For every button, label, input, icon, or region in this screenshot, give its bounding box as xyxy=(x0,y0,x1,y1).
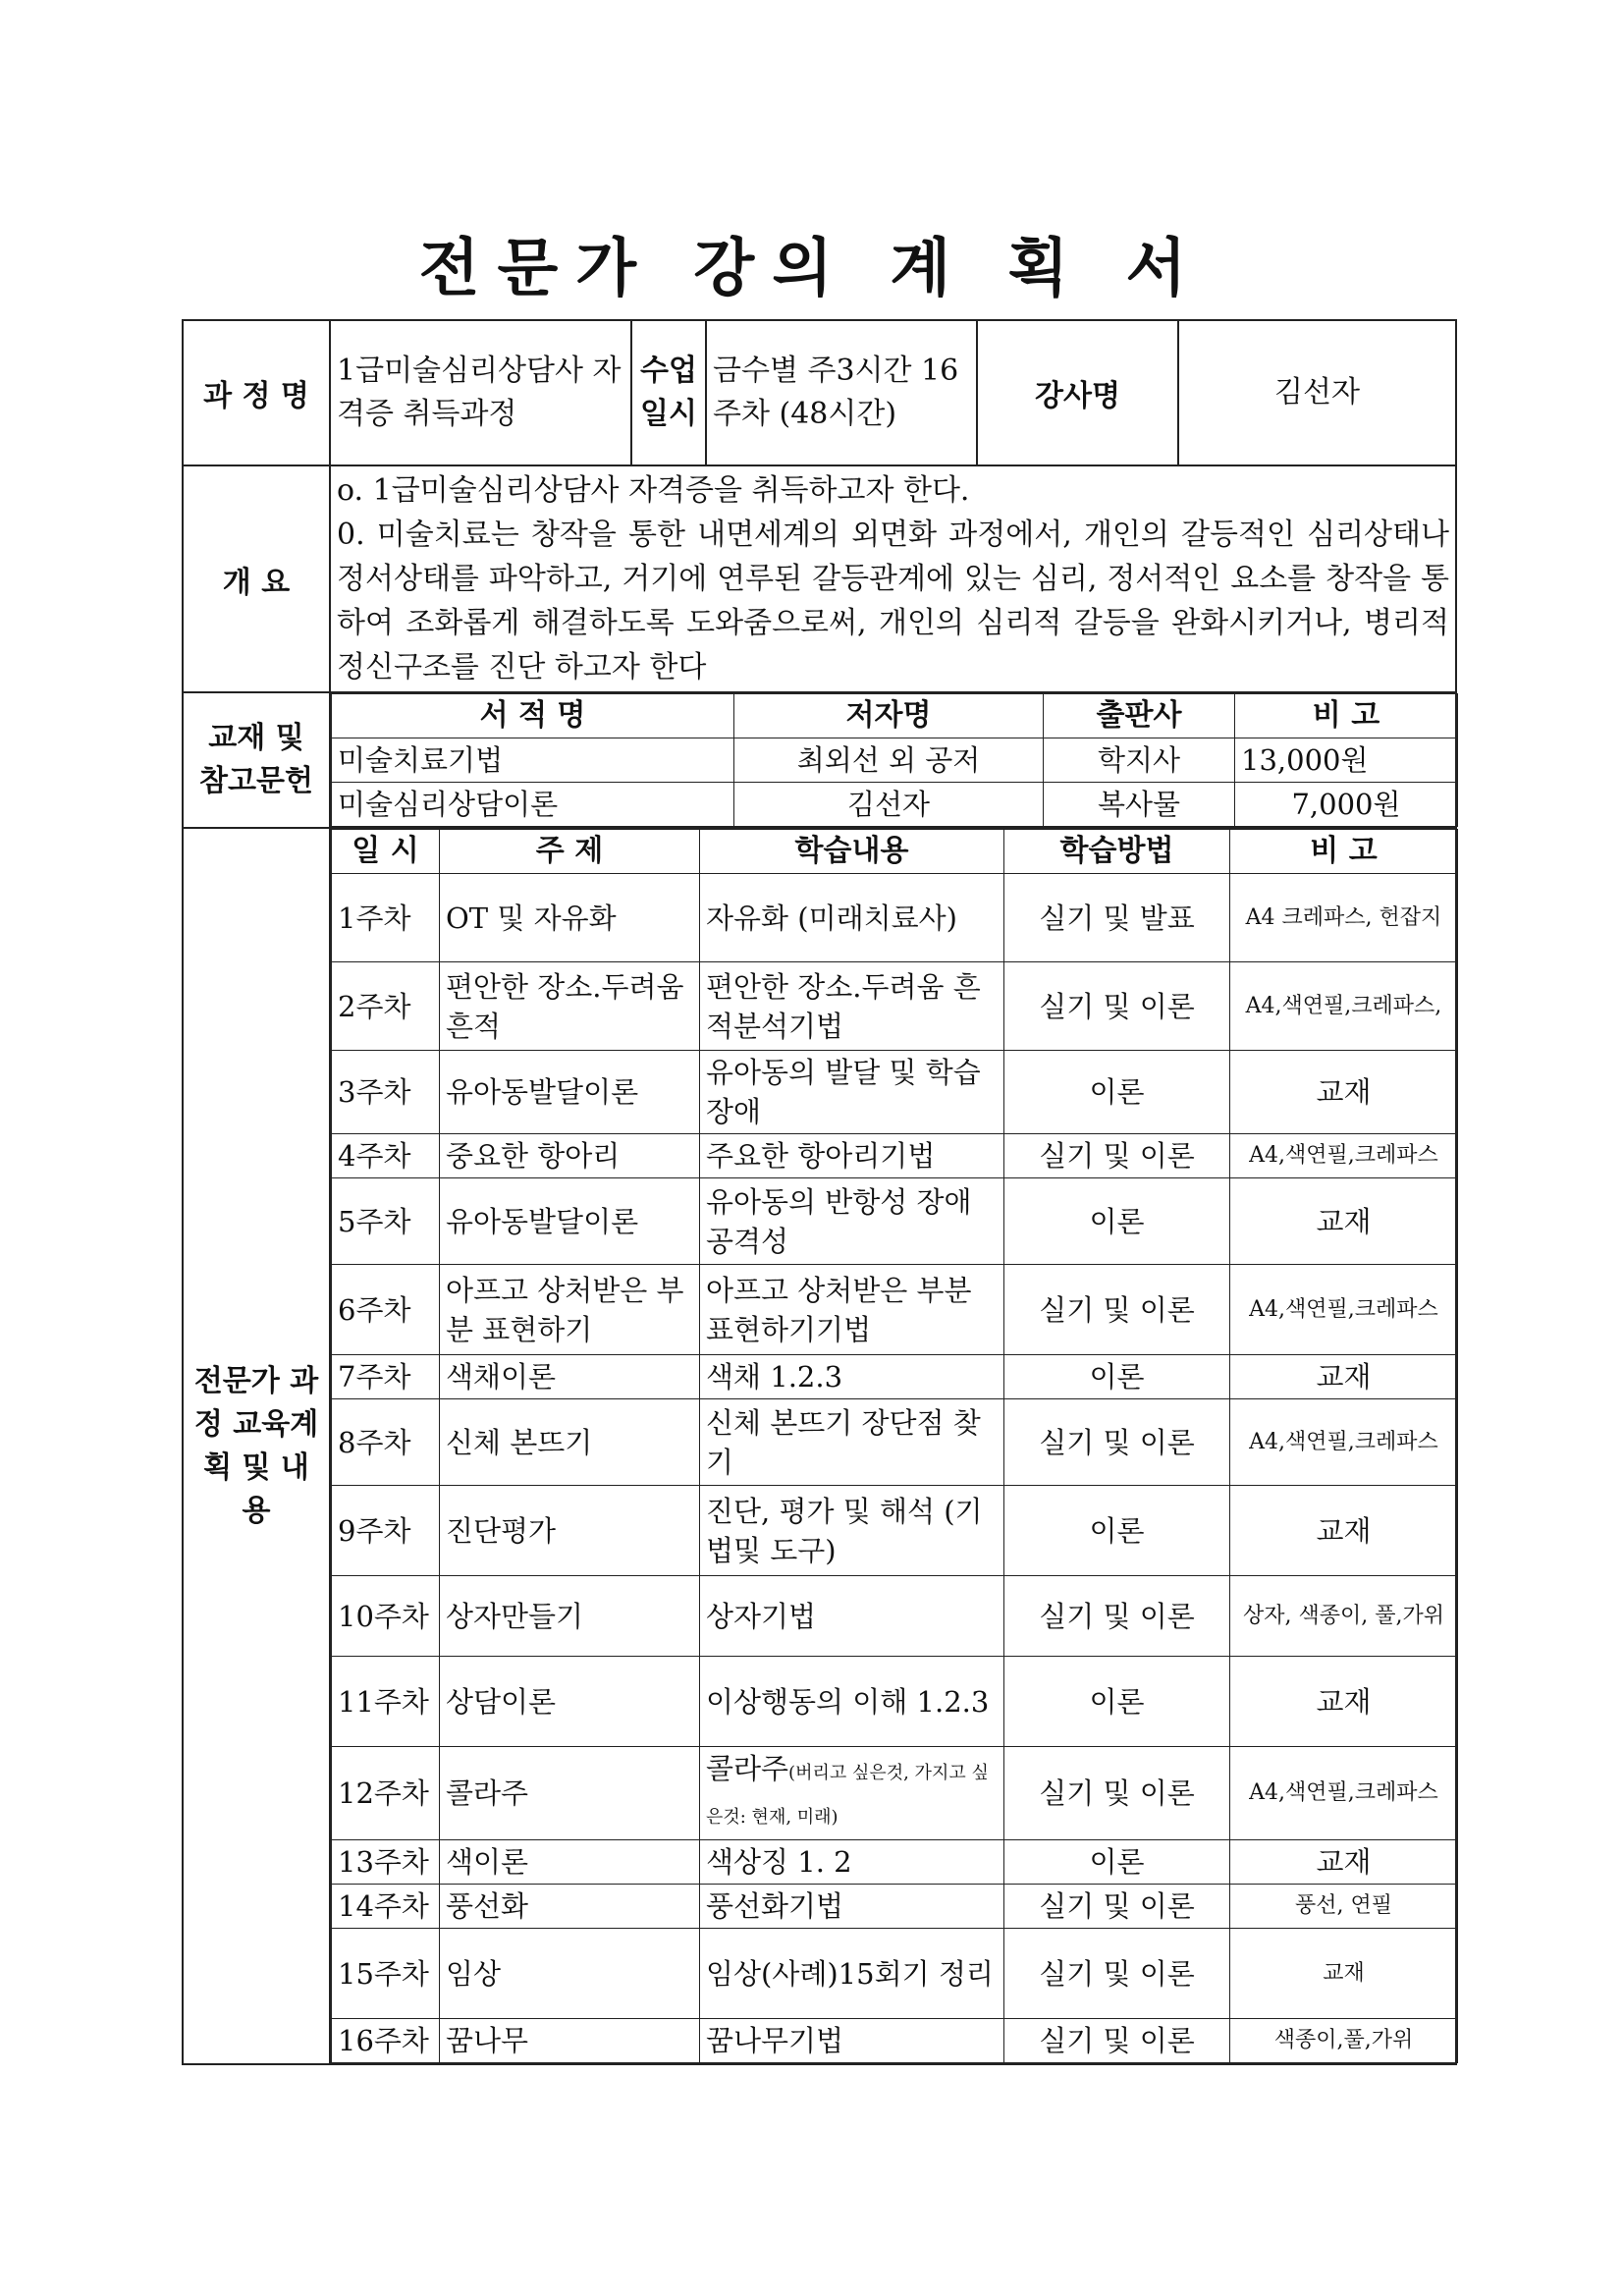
week-note: 교재 xyxy=(1230,1929,1458,2019)
week-topic: 편안한 장소.두려움 흔적 xyxy=(440,962,700,1051)
plan-week-row xyxy=(332,1265,1458,1355)
week-content: 꿈나무기법 xyxy=(700,2019,1004,2063)
week-method: 실기 및 이론 xyxy=(1004,1265,1230,1355)
week-note: 교재 xyxy=(1230,1840,1458,1885)
week-label: 9주차 xyxy=(332,1486,440,1576)
week-method: 실기 및 이론 xyxy=(1004,1134,1230,1178)
week-note: 풍선, 연필 xyxy=(1230,1885,1458,1929)
week-note: A4 크레파스, 헌잡지 xyxy=(1230,874,1458,962)
week-topic: 색채이론 xyxy=(440,1355,700,1399)
week-label: 13주차 xyxy=(332,1840,440,1885)
ref-header-publisher: 출판사 xyxy=(1044,694,1235,738)
ref-title: 미술심리상담이론 xyxy=(332,783,734,827)
week-method: 이론 xyxy=(1004,1657,1230,1747)
plan-header-method: 학습방법 xyxy=(1004,830,1230,874)
week-content: 유아동의 발달 및 학습장애 xyxy=(700,1051,1004,1134)
week-method: 실기 및 이론 xyxy=(1004,1399,1230,1486)
week-label: 15주차 xyxy=(332,1929,440,2019)
week-note: A4,색연필,크레파스, xyxy=(1230,962,1458,1051)
document-title: 전문가 강의 계 획 서 xyxy=(418,233,1205,305)
week-label: 5주차 xyxy=(332,1178,440,1265)
course-name-value: 1급미술심리상담사 자격증 취득과정 xyxy=(330,320,631,465)
reference-row xyxy=(332,738,1458,783)
schedule-label: 수업 일시 xyxy=(631,320,706,465)
ref-header-note: 비 고 xyxy=(1235,694,1458,738)
week-note: 교재 xyxy=(1230,1051,1458,1134)
week-method: 이론 xyxy=(1004,1355,1230,1399)
overview-label: 개 요 xyxy=(183,465,330,692)
ref-title: 미술치료기법 xyxy=(332,738,734,783)
week-content-main: 콜라주 xyxy=(706,1752,789,1785)
plan-label: 전문가 과정 교육계획 및 내용 xyxy=(183,828,330,2064)
plan-week-row xyxy=(332,1840,1458,1885)
plan-row xyxy=(183,828,1456,2064)
week-label: 4주차 xyxy=(332,1134,440,1178)
week-content: 자유화 (미래치료사) xyxy=(700,874,1004,962)
ref-author: 최외선 외 공저 xyxy=(734,738,1044,783)
week-content: 아프고 상처받은 부분 표현하기기법 xyxy=(700,1265,1004,1355)
overview-row xyxy=(183,465,1456,692)
week-note: A4,색연필,크레파스 xyxy=(1230,1134,1458,1178)
week-content xyxy=(700,1747,1004,1840)
week-topic: 유아동발달이론 xyxy=(440,1178,700,1265)
ref-header-author: 저자명 xyxy=(734,694,1044,738)
week-topic: 임상 xyxy=(440,1929,700,2019)
week-method: 이론 xyxy=(1004,1178,1230,1265)
week-note: A4,색연필,크레파스 xyxy=(1230,1399,1458,1486)
plan-header-note: 비 고 xyxy=(1230,830,1458,874)
plan-week-row xyxy=(332,2019,1458,2063)
week-label: 11주차 xyxy=(332,1657,440,1747)
plan-week-row xyxy=(332,1747,1458,1840)
week-topic: 중요한 항아리 xyxy=(440,1134,700,1178)
week-method: 이론 xyxy=(1004,1840,1230,1885)
ref-note: 13,000원 xyxy=(1235,738,1458,783)
overview-text xyxy=(330,465,1456,692)
week-label: 14주차 xyxy=(332,1885,440,1929)
week-note: 색종이,풀,가위 xyxy=(1230,2019,1458,2063)
plan-table xyxy=(331,829,1458,2063)
week-content-note: (버리고 싶은것, 가지고 싶은것: 현재, 미래) xyxy=(706,1763,989,1828)
references-header-row xyxy=(332,694,1458,738)
week-topic: OT 및 자유화 xyxy=(440,874,700,962)
reference-row xyxy=(332,783,1458,827)
week-content: 색상징 1. 2 xyxy=(700,1840,1004,1885)
week-method: 실기 및 이론 xyxy=(1004,1576,1230,1657)
week-topic: 유아동발달이론 xyxy=(440,1051,700,1134)
week-content: 진단, 평가 및 해석 (기법및 도구) xyxy=(700,1486,1004,1576)
plan-header-row xyxy=(332,830,1458,874)
plan-header-content: 학습내용 xyxy=(700,830,1004,874)
week-method: 이론 xyxy=(1004,1486,1230,1576)
plan-week-row xyxy=(332,962,1458,1051)
week-content: 색채 1.2.3 xyxy=(700,1355,1004,1399)
week-topic: 콜라주 xyxy=(440,1747,700,1840)
week-method: 실기 및 이론 xyxy=(1004,1885,1230,1929)
week-label: 12주차 xyxy=(332,1747,440,1840)
course-name-label: 과 정 명 xyxy=(183,320,330,465)
ref-publisher: 복사물 xyxy=(1044,783,1235,827)
plan-week-row xyxy=(332,874,1458,962)
references-row xyxy=(183,692,1456,828)
plan-week-row xyxy=(332,1885,1458,1929)
week-content: 편안한 장소.두려움 흔적분석기법 xyxy=(700,962,1004,1051)
plan-week-row xyxy=(332,1657,1458,1747)
week-note: 교재 xyxy=(1230,1657,1458,1747)
week-method: 실기 및 이론 xyxy=(1004,2019,1230,2063)
week-label: 1주차 xyxy=(332,874,440,962)
week-note: 교재 xyxy=(1230,1178,1458,1265)
ref-author: 김선자 xyxy=(734,783,1044,827)
week-topic: 풍선화 xyxy=(440,1885,700,1929)
week-note: A4,색연필,크레파스 xyxy=(1230,1265,1458,1355)
week-label: 7주차 xyxy=(332,1355,440,1399)
week-method: 실기 및 이론 xyxy=(1004,1747,1230,1840)
overview-line-1: o. 1급미술심리상담사 자격증을 취득하고자 한다. xyxy=(337,473,970,508)
week-topic: 색이론 xyxy=(440,1840,700,1885)
references-table xyxy=(331,693,1458,827)
schedule-value: 금수별 주3시간 16주차 (48시간) xyxy=(706,320,977,465)
week-content: 신체 본뜨기 장단점 찾기 xyxy=(700,1399,1004,1486)
ref-header-title: 서 적 명 xyxy=(332,694,734,738)
week-content: 풍선화기법 xyxy=(700,1885,1004,1929)
ref-publisher: 학지사 xyxy=(1044,738,1235,783)
plan-week-row xyxy=(332,1486,1458,1576)
week-content: 이상행동의 이해 1.2.3 xyxy=(700,1657,1004,1747)
week-topic: 진단평가 xyxy=(440,1486,700,1576)
instructor-value: 김선자 xyxy=(1178,320,1456,465)
plan-week-row xyxy=(332,1051,1458,1134)
overview-line-2: 0. 미술치료는 창작을 통한 내면세계의 외면화 과정에서, 개인의 갈등적인 심리상태나 정서상태를 파악하고, 거기에 연루된 갈등관계에 있는 심리, 정서적인 요소를 창작을 통하여 조화롭게 해결하도록 도와줌으로써, 개인의 심리적 갈등을 완화시키거나, 병리적 정신구조를 진단 하고자 한다 xyxy=(337,518,1449,684)
plan-week-row xyxy=(332,1399,1458,1486)
week-content: 유아동의 반항성 장애 공격성 xyxy=(700,1178,1004,1265)
ref-note: 7,000원 xyxy=(1235,783,1458,827)
plan-week-row xyxy=(332,1355,1458,1399)
week-content: 상자기법 xyxy=(700,1576,1004,1657)
week-method: 이론 xyxy=(1004,1051,1230,1134)
week-label: 6주차 xyxy=(332,1265,440,1355)
course-row xyxy=(183,320,1456,465)
week-topic: 신체 본뜨기 xyxy=(440,1399,700,1486)
week-method: 실기 및 발표 xyxy=(1004,874,1230,962)
week-topic: 상담이론 xyxy=(440,1657,700,1747)
week-content: 임상(사례)15회기 정리 xyxy=(700,1929,1004,2019)
week-topic: 꿈나무 xyxy=(440,2019,700,2063)
plan-week-row xyxy=(332,1929,1458,2019)
plan-header-topic: 주 제 xyxy=(440,830,700,874)
instructor-label: 강사명 xyxy=(977,320,1178,465)
plan-week-row xyxy=(332,1576,1458,1657)
plan-header-date: 일 시 xyxy=(332,830,440,874)
week-topic: 아프고 상처받은 부분 표현하기 xyxy=(440,1265,700,1355)
lecture-plan-table xyxy=(182,319,1457,2065)
week-label: 16주차 xyxy=(332,2019,440,2063)
week-note: 교재 xyxy=(1230,1486,1458,1576)
week-label: 8주차 xyxy=(332,1399,440,1486)
week-method: 실기 및 이론 xyxy=(1004,962,1230,1051)
week-label: 2주차 xyxy=(332,962,440,1051)
week-note: 교재 xyxy=(1230,1355,1458,1399)
references-label: 교재 및 참고문헌 xyxy=(183,692,330,828)
week-method: 실기 및 이론 xyxy=(1004,1929,1230,2019)
week-label: 3주차 xyxy=(332,1051,440,1134)
week-label: 10주차 xyxy=(332,1576,440,1657)
plan-week-row xyxy=(332,1134,1458,1178)
week-note: A4,색연필,크레파스 xyxy=(1230,1747,1458,1840)
week-content: 주요한 항아리기법 xyxy=(700,1134,1004,1178)
week-note: 상자, 색종이, 풀,가위 xyxy=(1230,1576,1458,1657)
plan-week-row xyxy=(332,1178,1458,1265)
week-topic: 상자만들기 xyxy=(440,1576,700,1657)
